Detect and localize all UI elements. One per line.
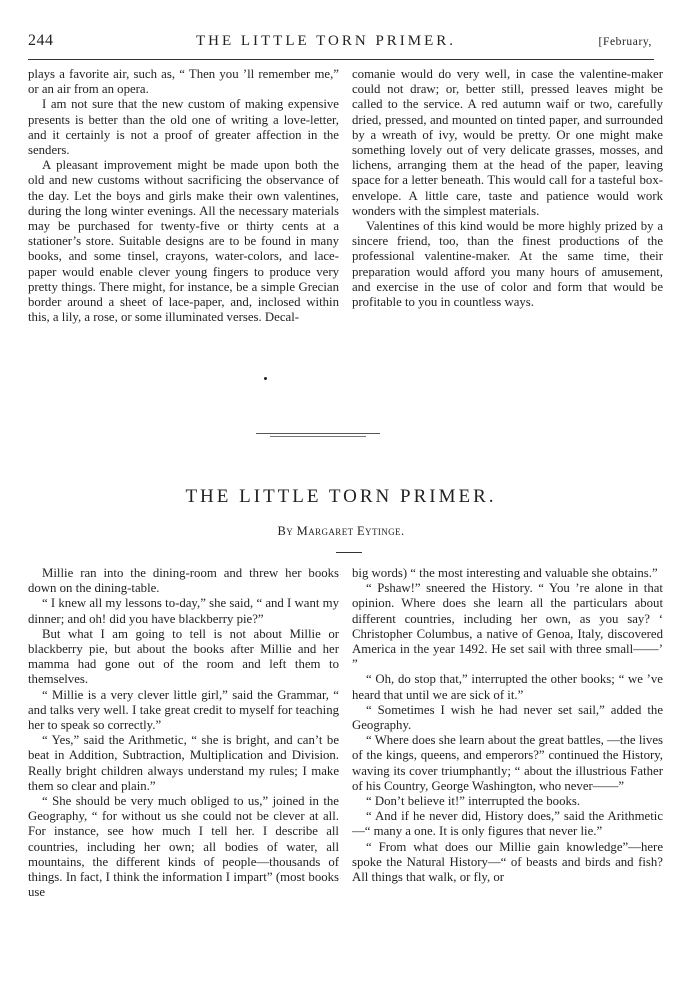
byline: By Margaret Eytinge. xyxy=(277,524,405,538)
paragraph: “ From what does our Millie gain knowledge”—here spoke the Natural History—“ of beasts and birds and fish? All things that walk, or fly, or xyxy=(352,839,663,885)
header-rule xyxy=(28,59,654,60)
paragraph: “ Don’t believe it!” interrupted the books. xyxy=(366,794,581,809)
paragraph: comanie would do very well, in case the valentine-maker could not draw; or, better still, pressed leaves might be called to the service. A red autumn waif or two, carefully dried, pressed, and mounted on tinted paper, and surrounded by a wreath of ivy, would be pretty. Or one might make something lovely out of very delicate grasses, mosses, and lichens, arranging them at the head of the paper, leaving space for a letter beneath. This would call for a tasteful box-envelope. A little care, taste and patience would work wonders with the simplest materials. xyxy=(352,67,663,218)
page-header xyxy=(28,32,652,52)
paragraph: plays a favorite air, such as, “ Then you ’ll remember me,” or an air from an opera. xyxy=(28,67,339,97)
paragraph: “ She should be very much obliged to us,” joined in the Geography, “ for without us she could not be clever at all. For instance, see how much I tell her. I describe all countries, including her own; all bodies of water, all mountains, the different kinds of people—thousands of things. In fact, I think the information I impart” (most books use xyxy=(28,794,339,900)
section-divider xyxy=(256,433,380,434)
paragraph: “ Sometimes I wish he had never set sail,” added the Geography. xyxy=(352,702,663,733)
paragraph: Valentines of this kind would be more highly prized by a sincere friend, too, than the finest productions of the professional valentine-maker. At the same time, their preparation would afford you many hours of amusement, and exercise in the use of color and form that would be profitable to you in countless ways. xyxy=(352,219,663,310)
article1-column-right xyxy=(352,67,663,310)
paragraph: “ Where does she learn about the great battles, —the lives of the kings, queens, and emperors?” continued the History, waving its cover triumphantly; “ about the illustrious Father of his Country, George Washington, who never——” xyxy=(352,733,663,793)
stray-dot xyxy=(264,377,267,380)
running-title: THE LITTLE TORN PRIMER. xyxy=(195,33,457,49)
byline-rule xyxy=(336,552,362,553)
section-divider-inner xyxy=(270,436,366,437)
article2-column-right xyxy=(352,566,663,885)
paragraph: Millie ran into the dining-room and threw her books down on the dining-table. xyxy=(28,566,339,596)
paragraph: A pleasant improvement might be made upon both the old and new customs without sacrificing the observance of the day. Let the boys and girls make their own valentines, during the long winter evenings. All the necessary materials may be purchased for twenty-five or thirty cents at a stationer’s store. Suitable designs are to be found in many books, and some tinsel, crayons, water-colors, and lace-paper would enable clever young fingers to produce very pretty things. There might, for instance, be a simple Grecian border around a sheet of lace-paper, and, inclosed within this, a lily, a rose, or some illuminated verses. Decal- xyxy=(28,158,339,325)
paragraph: “ Millie is a very clever little girl,” said the Grammar, “ and talks very well. I take great credit to myself for teaching her to speak so correctly.” xyxy=(28,687,339,733)
paragraph: big words) “ the most interesting and valuable she obtains.” xyxy=(352,566,658,580)
paragraph: But what I am going to tell is not about Millie or blackberry pie, but about the books after Millie and her mamma had gone out of the room and left them to themselves. xyxy=(28,626,339,687)
paragraph: I am not sure that the new custom of making expensive presents is better than the old one of writing a love-letter, and it certainly is not a proof of greater affection in the senders. xyxy=(28,97,339,158)
article2-column-left xyxy=(28,566,339,900)
article1-column-left xyxy=(28,67,339,325)
paragraph: “ Oh, do stop that,” interrupted the other books; “ we ’ve heard that until we are sick of it.” xyxy=(352,672,663,702)
paragraph: “ Pshaw!” sneered the History. “ You ’re alone in that opinion. Where does she learn all the particulars about different countries, including her own, as you say? ‘ Christopher Columbus, a native of Genoa, Italy, discovered America in the year 1492. He set sail with three small——’ ” xyxy=(352,581,663,672)
paragraph: “ I knew all my lessons to-day,” she said, “ and I want my dinner; and oh! did you have blackberry pie?” xyxy=(28,596,339,626)
issue-month: [February, xyxy=(598,36,652,48)
page-number: 244 xyxy=(28,32,54,49)
article-title: THE LITTLE TORN PRIMER. xyxy=(185,486,497,507)
paragraph: “ And if he never did, History does,” said the Arithmetic—“ many a one. It is only figures that never lie.” xyxy=(352,809,663,839)
paragraph: “ Yes,” said the Arithmetic, “ she is bright, and can’t be beat in Addition, Subtraction, Multiplication and Division. Really bright children always understand my rules; I make them so clear and plain.” xyxy=(28,733,339,793)
